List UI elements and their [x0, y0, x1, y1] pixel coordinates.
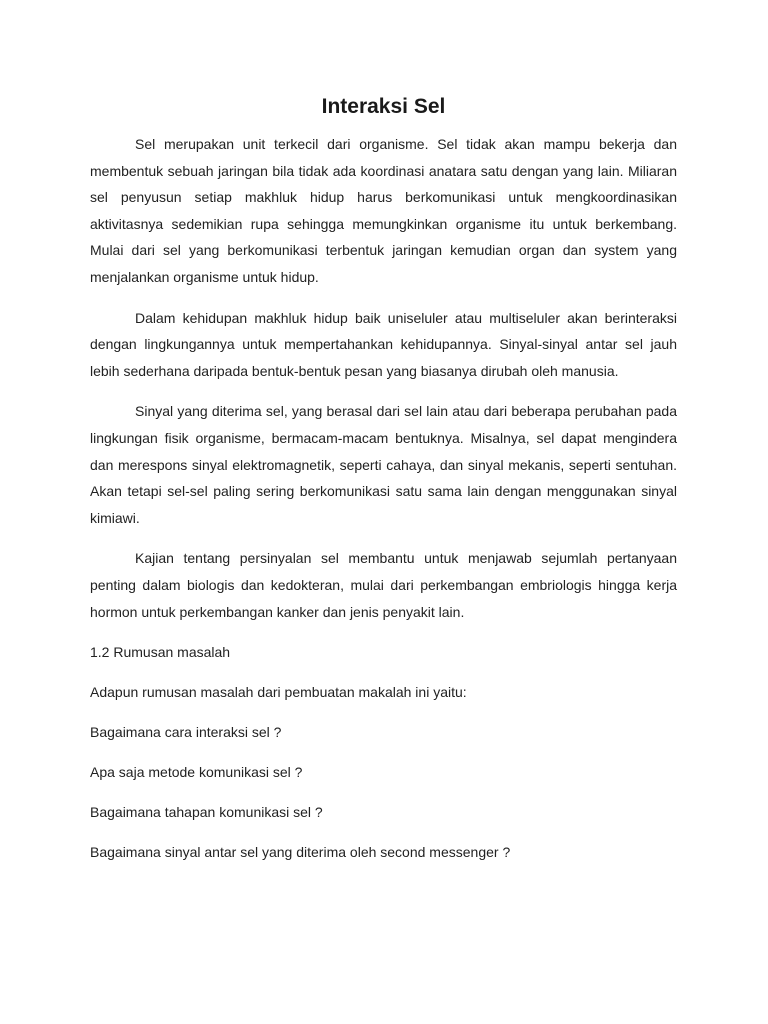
intro-line: Adapun rumusan masalah dari pembuatan makalah ini yaitu:: [90, 684, 467, 701]
document-title: Interaksi Sel: [321, 95, 446, 118]
paragraph-1: Sel merupakan unit terkecil dari organisme. Sel tidak akan mampu bekerja dan membentuk sebuah jaringan bila tidak ada koordinasi anatara satu dengan yang lain. Miliaran sel penyusun setiap makhluk hidup harus berkomunikasi untuk mengkoordinasikan aktivitasnya sedemikian rupa sehingga memungkinkan organisme itu untuk berkembang. Mulai dari sel yang berkomunikasi terbentuk jaringan kemudian organ dan system yang menjalankan organisme untuk hidup.: [90, 136, 677, 285]
paragraph-2: Dalam kehidupan makhluk hidup baik uniseluler atau multiseluler akan berinteraksi dengan lingkungannya untuk mempertahankan kehidupannya. Sinyal-sinyal antar sel jauh lebih sederhana daripada bentuk-bentuk pesan yang biasanya dirubah oleh manusia.: [90, 309, 677, 379]
paragraph-4: Kajian tentang persinyalan sel membantu untuk menjawab sejumlah pertanyaan penting dalam biologis dan kedokteran, mulai dari perkembangan embriologis hingga kerja hormon untuk perkembangan kanker dan jenis penyakit lain.: [90, 550, 677, 620]
question-item: Apa saja metode komunikasi sel ?: [90, 764, 303, 781]
question-item: Bagaimana cara interaksi sel ?: [90, 724, 282, 741]
question-item: Bagaimana sinyal antar sel yang diterima oleh second messenger ?: [90, 844, 511, 861]
document-page: [90, 93, 677, 879]
paragraph-3: Sinyal yang diterima sel, yang berasal dari sel lain atau dari beberapa perubahan pada lingkungan fisik organisme, bermacam-macam bentuknya. Misalnya, sel dapat mengindera dan merespons sinyal elektromagnetik, seperti cahaya, dan sinyal mekanis, seperti sentuhan. Akan tetapi sel-sel paling sering berkomunikasi satu sama lain dengan menggunakan sinyal kimiawi.: [90, 403, 677, 526]
question-item: Bagaimana tahapan komunikasi sel ?: [90, 804, 323, 821]
section-heading: 1.2 Rumusan masalah: [90, 644, 231, 661]
